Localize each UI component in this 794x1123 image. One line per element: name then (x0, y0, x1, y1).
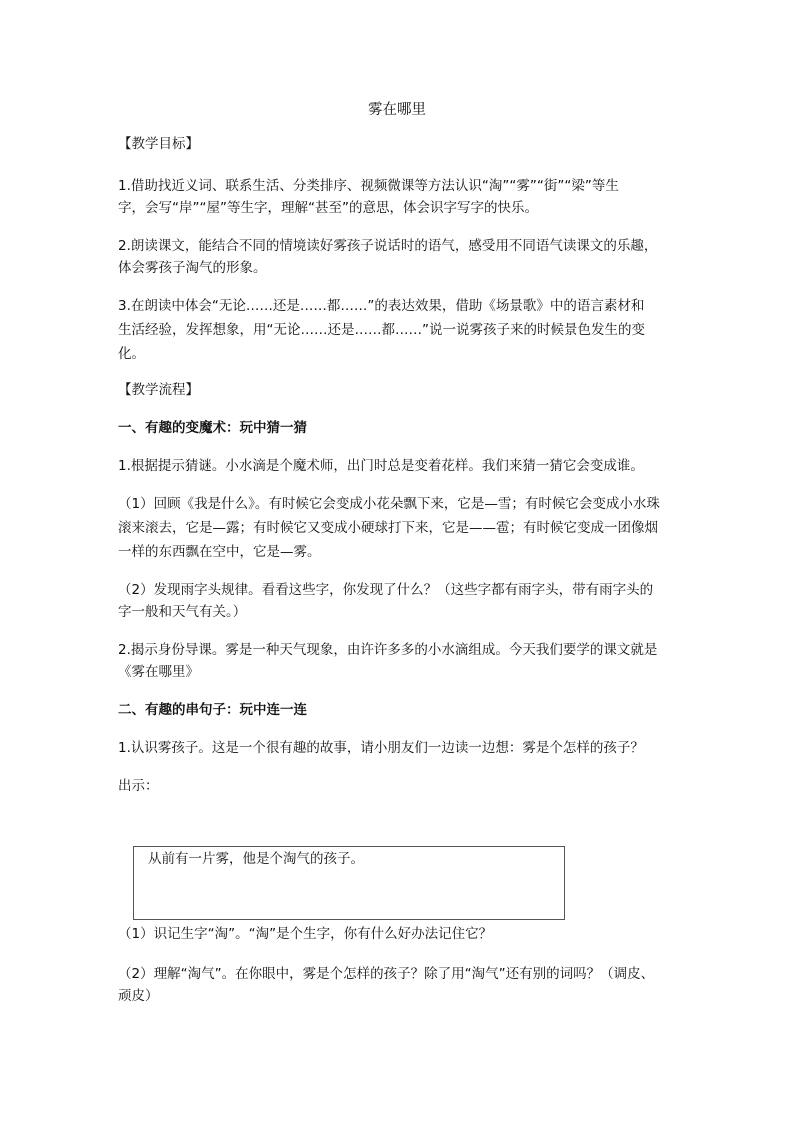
goal-2-line-1: 2.朗读课文，能结合不同的情境读好雾孩子说话时的语气，感受用不同语气读课文的乐趣， (118, 238, 658, 254)
section-1-item-1-line-2: 滚来滚去，它是—露；有时候它又变成小硬球打下来，它是——雹；有时候它变成一团像烟 (118, 520, 658, 536)
goals-heading: 【教学目标】 (118, 136, 199, 152)
example-sentence: 从前有一片雾，他是个淘气的孩子。 (148, 851, 364, 867)
section-2-paragraph-1: 1.认识雾孩子。这是一个很有趣的故事，请小朋友们一边读一边想：雾是个怎样的孩子？ (118, 740, 644, 756)
page-title: 雾在哪里 (368, 102, 426, 118)
section-2-item-2-line-1: （2）理解“淘气”。在你眼中，雾是个怎样的孩子？除了用“淘气”还有别的词吗？（调皮、 (118, 966, 655, 982)
section-2-heading: 二、有趣的串句子：玩中连一连 (118, 702, 307, 718)
section-1-paragraph-2-line-2: 《雾在哪里》 (118, 664, 199, 680)
goal-3-line-2: 生活经验，发挥想象，用“无论……还是……都……”说一说雾孩子来的时候景色发生的变 (118, 322, 645, 338)
section-1-heading: 一、有趣的变魔术：玩中猜一猜 (118, 420, 307, 436)
goal-1-line-1: 1.借助找近义词、联系生活、分类排序、视频微课等方法认识“淘”“雾”“街”“梁”等生 (118, 178, 619, 194)
process-heading: 【教学流程】 (118, 382, 199, 398)
goal-3-line-3: 化。 (118, 346, 145, 362)
section-2-item-2-line-2: 顽皮） (118, 988, 159, 1004)
goal-3-line-1: 3.在朗读中体会“无论……还是……都……”的表达效果，借助《场景歌》中的语言素材和 (118, 298, 645, 314)
section-1-item-1-line-1: （1）回顾《我是什么》。有时候它会变成小花朵飘下来，它是—雪；有时候它会变成小水珠 (118, 496, 660, 512)
section-2-item-1: （1）识记生字“淘”。“淘”是个生字，你有什么好办法记住它？ (118, 926, 493, 942)
section-1-item-2-line-1: （2）发现雨字头规律。看看这些字，你发现了什么？（这些字都有雨字头，带有雨字头的 (118, 582, 654, 598)
section-1-item-2-line-2: 字一般和天气有关。） (118, 604, 247, 620)
example-text-box (133, 846, 565, 920)
goal-2-line-2: 体会雾孩子淘气的形象。 (118, 260, 267, 276)
section-1-paragraph-1: 1.根据提示猜谜。小水滴是个魔术师，出门时总是变着花样。我们来猜一猜它会变成谁。 (118, 458, 644, 474)
section-1-paragraph-2-line-1: 2.揭示身份导课。雾是一种天气现象，由许许多多的小水滴组成。今天我们要学的课文就是 (118, 642, 658, 658)
goal-1-line-2: 字，会写“岸”“屋”等生字，理解“甚至”的意思，体会识字写字的快乐。 (118, 200, 538, 216)
show-label: 出示： (118, 778, 159, 794)
section-1-item-1-line-3: 一样的东西飘在空中，它是—雾。 (118, 544, 321, 560)
